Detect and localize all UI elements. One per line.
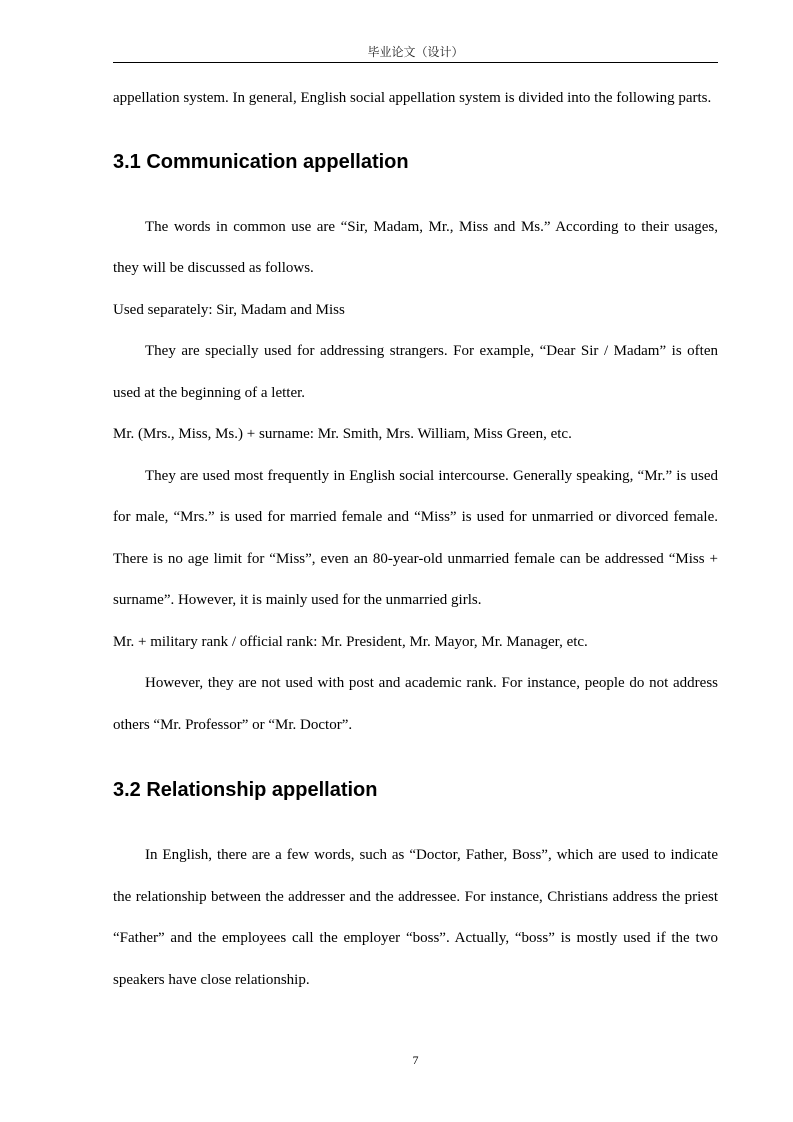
paragraph-common-words: The words in common use are “Sir, Madam, Mr., Miss and Ms.” According to their usages, they will be discussed as follows. <box>113 218 718 276</box>
paragraph-relationship: In English, there are a few words, such as “Doctor, Father, Boss”, which are used to indicate the relationship between the addresser and the addressee. For instance, Christians address the priest “Father” and the employees call the employer “boss”. Actually, “boss” is mostly used if the two speakers have close relationship. <box>113 847 718 988</box>
subheading-rank: Mr. + military rank / official rank: Mr. President, Mr. Mayor, Mr. Manager, etc. <box>113 633 588 650</box>
page-header: 毕业论文（设计） <box>367 45 464 59</box>
paragraph-academic-rank: However, they are not used with post and academic rank. For instance, people do not address others “Mr. Professor” or “Mr. Doctor”. <box>113 675 718 733</box>
subheading-used-separately: Used separately: Sir, Madam and Miss <box>113 301 345 318</box>
paragraph-social-intercourse: They are used most frequently in English social intercourse. Generally speaking, “Mr.” is used for male, “Mrs.” is used for married female and “Miss” is used for unmarried or divorced female. There is no age limit for “Miss”, even an 80-year-old unmarried female can be addressed “Miss + surname”. However, it is mainly used for the unmarried girls. <box>113 467 718 608</box>
paragraph-strangers: They are specially used for addressing strangers. For example, “Dear Sir / Madam” is often used at the beginning of a letter. <box>113 343 718 401</box>
header-divider <box>113 62 718 63</box>
section-heading-relationship-appellation: 3.2 Relationship appellation <box>113 779 378 801</box>
subheading-surname: Mr. (Mrs., Miss, Ms.) + surname: Mr. Smith, Mrs. William, Miss Green, etc. <box>113 426 572 442</box>
page-number: 7 <box>412 1053 419 1067</box>
document-body <box>113 78 718 1001</box>
paragraph-continuation: appellation system. In general, English social appellation system is divided into the following parts. <box>113 90 712 106</box>
section-heading-communication-appellation: 3.1 Communication appellation <box>113 150 409 173</box>
